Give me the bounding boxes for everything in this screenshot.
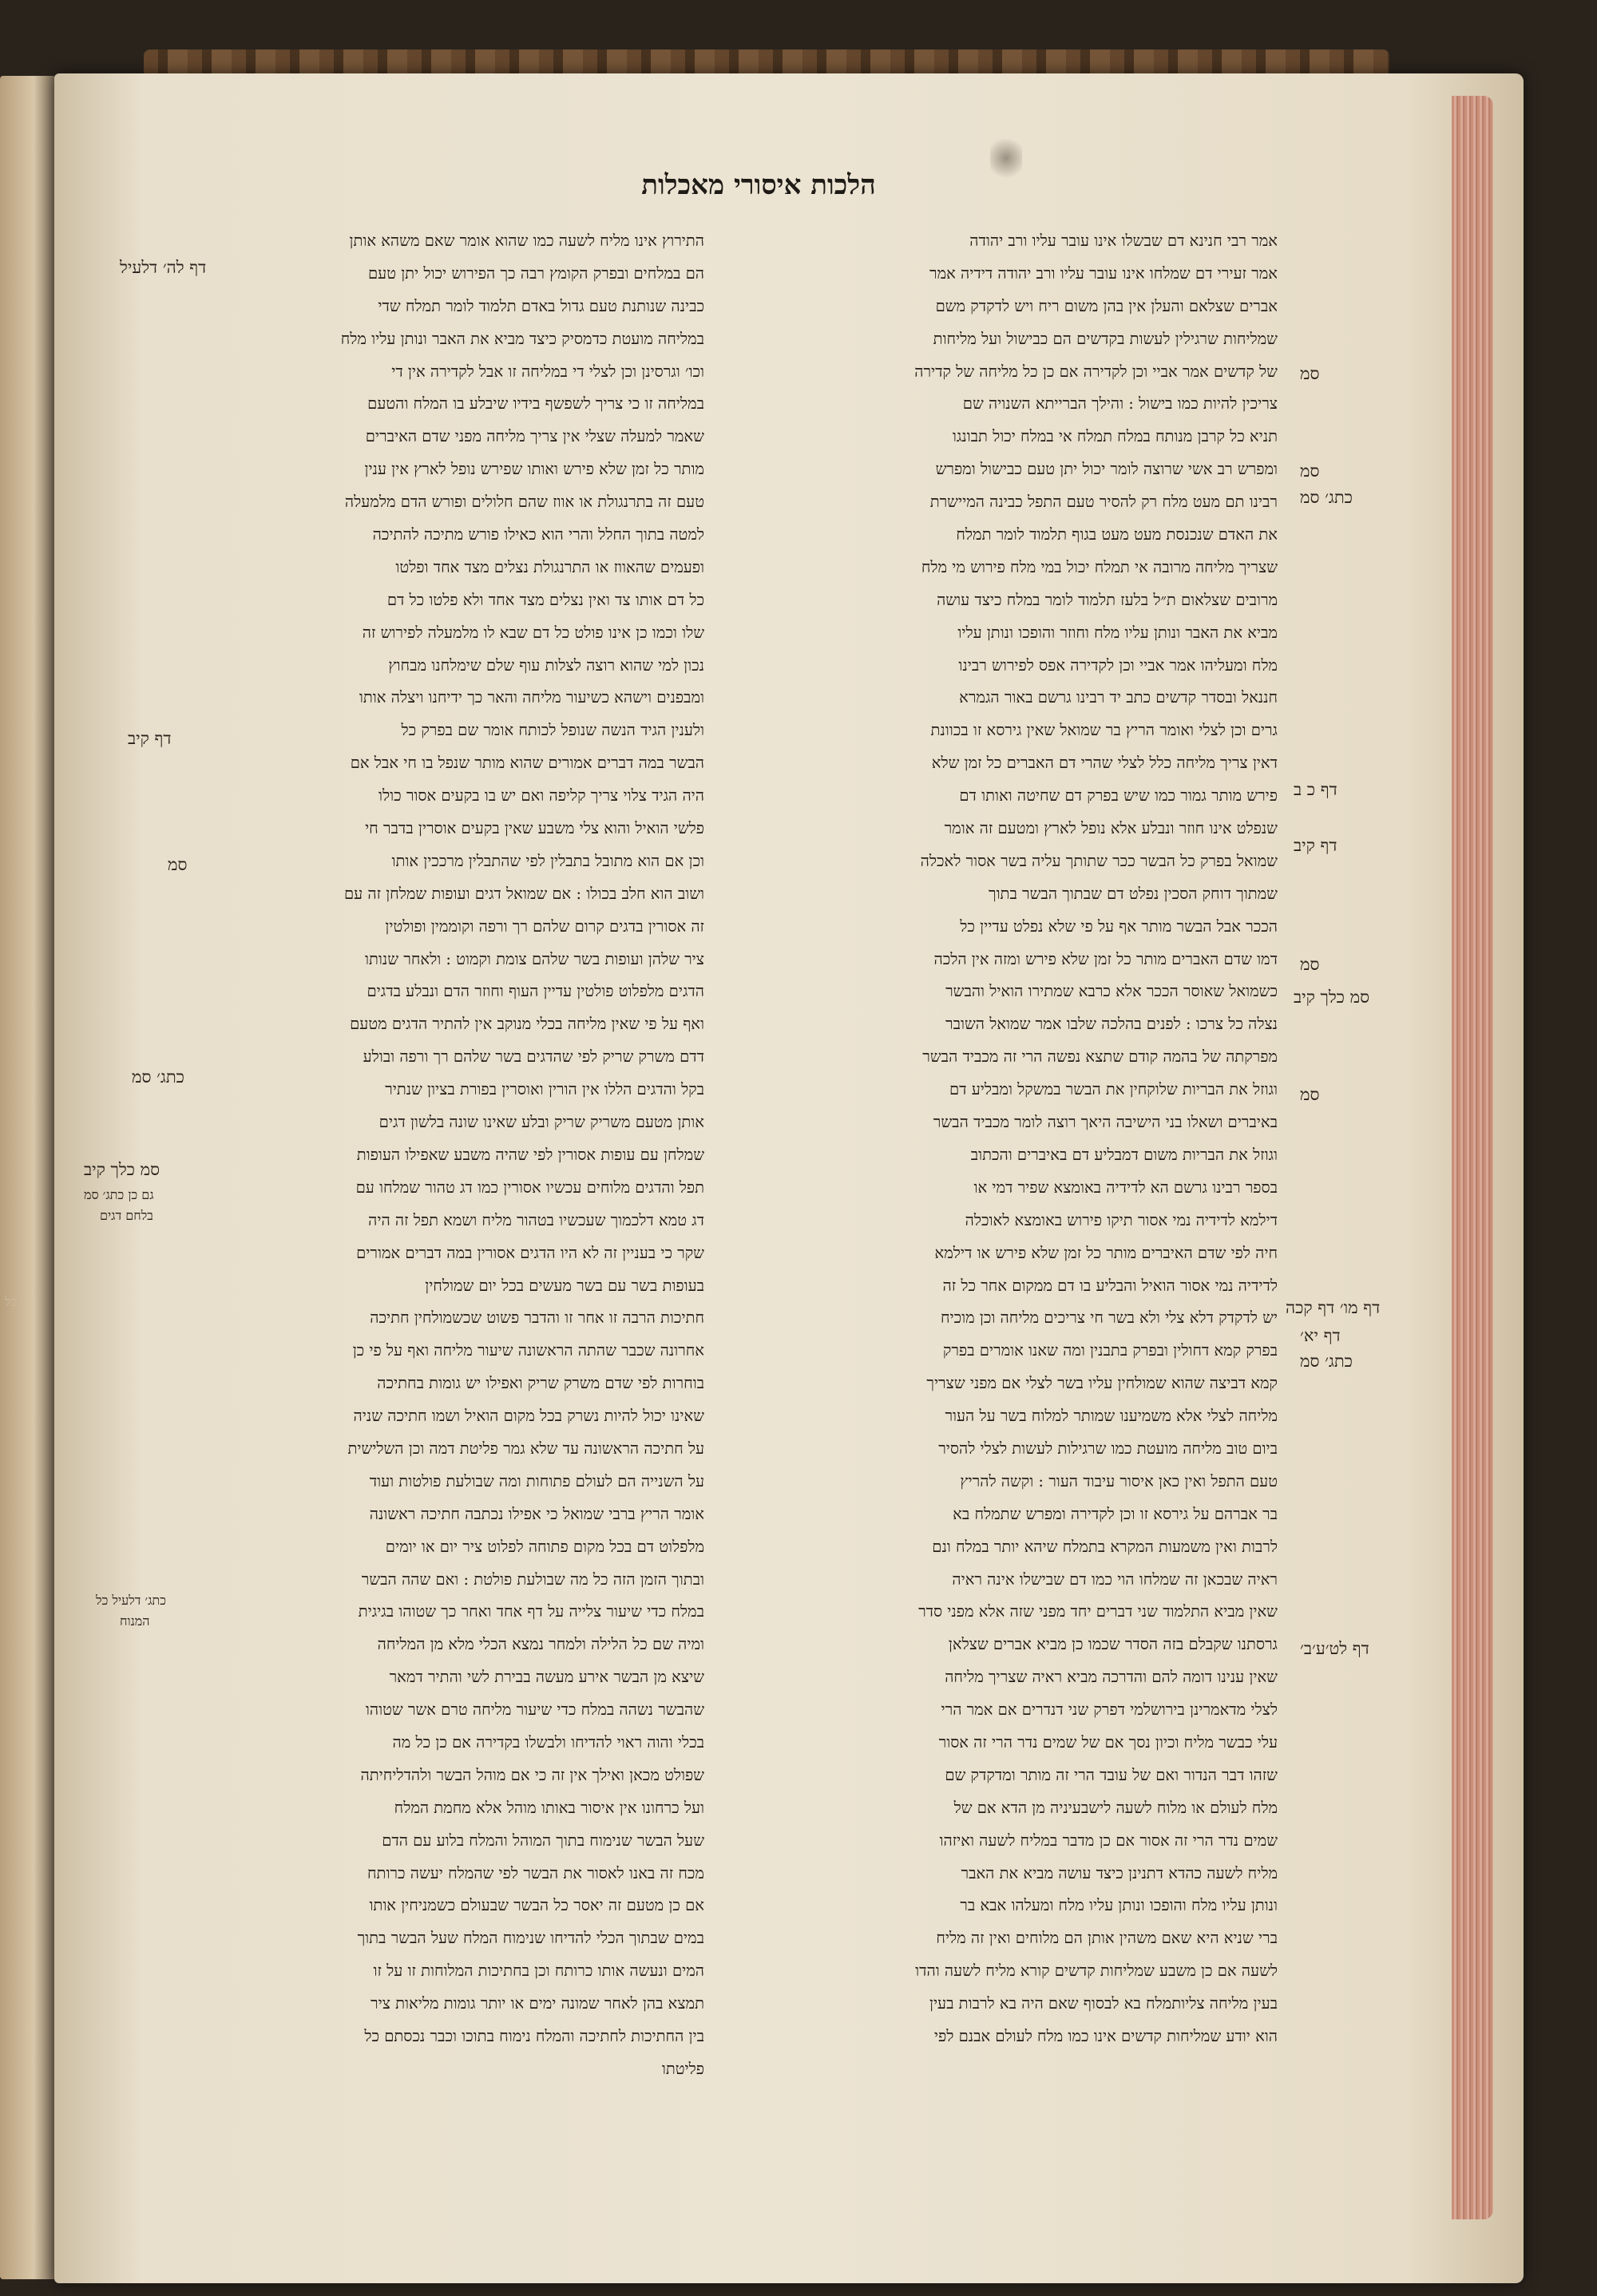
text-line: בין החתיכות לחתיכה והמלח נימוח בתוכו וכבר נכסתם כל: [364, 2026, 704, 2045]
text-line: אם כן מטעם זה יאסר כל הבשר שבעולם כשמניחין אותו: [369, 1896, 704, 1915]
text-line: הם במלחים ובפרק הקומץ רבה כך הפירוש יכול יתן טעם: [368, 263, 704, 283]
margin-note: כתג׳ סמ: [132, 1067, 184, 1087]
text-line: בספר רבינו גרשם הא לדידיה באומצא שפיר דמי או: [973, 1178, 1278, 1197]
text-line: ושוב הוא חלב בכולו : אם שמואל דגים ועופות שמלחן זה עם: [343, 884, 704, 903]
text-line: תניא כל קרבן מנותח במלח תמלח אי במלח יכול תבונגו: [952, 427, 1278, 446]
text-line: טעם התפל ואין כאן איסור עיבוד העור : וקשה להריץ: [960, 1471, 1278, 1490]
text-line: בר אברהם על גירסא זו וכן לקדירה ומפרש שתמלח בא: [953, 1504, 1278, 1523]
text-line: במליחה מועטת כדמסיק כיצד מביא את האבר ונותן עליו מלח: [340, 329, 704, 348]
margin-note: סמ: [1300, 461, 1320, 481]
text-line: ובתוך הזמן הזה כל מה שבולעת פולטת : ואם שהה הבשר: [361, 1570, 704, 1589]
margin-note: סמ: [1300, 1085, 1320, 1104]
right-text-column: [767, 225, 1278, 2045]
text-line: קמא דביצה שהוא שמולחין עליו בשר לצלי אם מפני שצריך: [926, 1374, 1278, 1393]
text-line: על השנייה הם לעולם פתוחות ומה שבולעת פולטות ועוד: [369, 1471, 704, 1490]
margin-note: גם כן כתג׳ סמ: [84, 1187, 154, 1202]
text-line: ולענין הגיד הנשה שנופל לכותח אומר שם בפרק כל: [401, 721, 704, 740]
left-text-column: [185, 225, 704, 2078]
text-line: שפולט מכאן ואילך אין זה כי אם מוהל הבשר ולהדליחיתה: [360, 1765, 704, 1784]
text-line: שזהו דבר הנדור ואם של עובד הרי זה מותר ומדקדק שם: [945, 1765, 1278, 1784]
text-line: כל דם אותו צד ואין נצלים מצד אחד ולא פלטו כל דם: [386, 590, 704, 609]
text-line: בוחרות לפי שדם משרק שריק ואפילו יש גומות בחתיכה: [377, 1374, 704, 1393]
text-line: שצריך מליחה מרובה אי תמלח יכול במי מלח פירוש מי מלח: [921, 557, 1278, 576]
text-line: בעופות בשר עם בשר מעשים בכל יום שמולחין: [425, 1276, 704, 1295]
text-line: שלו וכמו כן אינו פולט כל דם שבא לו מלמעלה לפירוש זה: [362, 623, 704, 642]
text-line: מלח לעולם או מלוח לשעה לישבעיניה מן הדא אם של: [953, 1798, 1278, 1817]
text-line: שמלחן עם עופות אסורין לפי שהיה משבע שאפילו העופות: [356, 1145, 704, 1164]
text-line: וגוזל את הבריות משום דמבליע דם באיברים והכתוב: [970, 1145, 1278, 1164]
text-line: מכח זה באנו לאסור את הבשר לפי שהמלח יעשה כרותח: [367, 1863, 704, 1882]
text-line: רבינו תם מעט מלח רק להסיר טעם התפל כבינה המיישרת: [929, 493, 1278, 512]
text-line: לדידיה נמי אסור הואיל והבליע בו דם ממקום אחר כל זה: [942, 1276, 1278, 1295]
text-line: שאמר למעלה שצלי אין צריך מליחה מפני שדם האיברים: [365, 427, 704, 446]
text-line: בקל והדגים הללו אין הורין ואוסרין בפורת בציון שנתיר: [385, 1080, 704, 1099]
text-line: דאין צריך מליחה כלל לצלי שהרי דם האברים כל זמן שלא: [931, 754, 1278, 773]
margin-note: דף יא׳: [1300, 1326, 1341, 1345]
text-line: דג טמא דלכמוך שעכשיו בטהור מליח ושמא תפל זה היה: [368, 1210, 704, 1229]
text-line: מביא את האבר ונותן עליו מלח וחוזר והופכו ונותן עליו: [957, 623, 1278, 642]
text-line: וכו׳ וגרסינן וכן לצלי די במליחה זו אבל לקדירה אין די: [391, 362, 704, 381]
margin-note: כתג׳ דלעיל כל: [96, 1593, 166, 1608]
margin-note: דף כ ב: [1294, 780, 1337, 799]
text-line: בכלי והוה ראוי להדיחו ולבשלו בקדירה אם כן כל מה: [392, 1732, 704, 1752]
text-line: שאין ענינו דומה להם והדרכה מביא ראיה שצריך מליחה: [945, 1668, 1278, 1687]
text-line: את האדם שנכנסת מעט מעט בגוף תלמוד לומר תמלח: [956, 525, 1278, 544]
text-line: דילמא לדידיה נמי אסור תיקו פירוש באומצא לאוכלה: [965, 1210, 1278, 1229]
text-line: חיה לפי שדם האיברים מותר כל זמן שלא פירש או דילמא: [934, 1243, 1278, 1262]
text-line: ועל כרחונו אין איסור באותו מוהל אלא מחמת המלח: [394, 1798, 704, 1817]
text-line: שאינו יכול להיות נשרק בכל מקום הואיל ושמו חתיכה שניה: [353, 1407, 704, 1426]
text-line: על חתיכה הראשונה עד שלא גמר פליטת דמה וכן השלישית: [347, 1439, 704, 1458]
text-line: שעל הבשר שנימוח בתוך המוהל והמלח בלוע עם הדם: [382, 1831, 704, 1850]
text-line: שקר כי בעניין זה לא היו הדגים אסורין במה דברים אמורים: [356, 1243, 704, 1262]
text-line: ופעמים שהאווז או התרנגולת נצלים מצד אחד ופלטו: [395, 557, 704, 576]
text-line: זה אסורין בדגים קרום שלהם רך ורפה וקוממין ופולטין: [385, 916, 704, 936]
text-line: באיברים ושאלו בני הישיבה היאך רוצה לומר מכביד הבשר: [933, 1113, 1278, 1132]
margin-note: דף קיב: [1294, 836, 1337, 855]
margin-note: בלחם דגים: [100, 1208, 153, 1223]
margin-note: סמ כלך קיב: [1294, 988, 1370, 1007]
text-line: נכון למי שהוא רוצה לצלות עוף שלם שימלחנו מבחוץ: [388, 655, 704, 675]
text-line: מליח לשעה כהדא דתנינן כיצד עושה מביא את האבר: [961, 1863, 1278, 1882]
text-line: גרים וכן לצלי ואומר הריץ בר שמואל שאין גירסא זו בכוונת: [930, 721, 1278, 740]
text-line: שנפלט אינו חוזר ונבלע אלא נופל לארץ ומטעם זה אומר: [944, 819, 1278, 838]
text-line: ומבפנים וישהא כשיעור מליחה והאר כך ידיחנו ויצלה אותו: [359, 688, 704, 707]
text-line: תמצא בהן לאחר שמונה ימים או יותר גומות מליאות ציר: [371, 1994, 704, 2013]
margin-note: כתג׳ סמ: [1300, 1352, 1353, 1371]
text-line: חתיכות הרבה זו אחר זו והדבר פשוט שכשמולחין חתיכה: [370, 1308, 704, 1328]
text-line: ונותן עליו מלח והופכו ונותן עליו מלח ומעלהו אבא בר: [960, 1896, 1278, 1915]
text-line: מרובים שצלאום ת״ל בלעז תלמוד לומר במלח כיצד עושה: [937, 590, 1278, 609]
text-line: ומפרש רב אשי שרוצה לומר יכול יתן טעם כבישול ומפרש: [935, 460, 1278, 479]
margin-note: דף מו׳ דף קכה: [1286, 1298, 1381, 1317]
previous-page-edge: [0, 76, 56, 2279]
text-line: ציר שלהן ועופות בשר שלהם צומת וקמוט : ולאחר שנותו: [365, 949, 704, 968]
text-line: פלשי הואיל והוא צלי משבע שאין בקעים אוסרין בדבר חי: [365, 819, 704, 838]
text-line: מותר כל זמן שלא פירש ואותו שפירש נופל לארץ אין ענין: [364, 460, 704, 479]
text-line: מלח ומעליהו אמר אביי וכן לקדירה אפס לפירוש רבינו: [958, 655, 1278, 675]
text-line: במלח כדי שיעור צלייה על דף אחד ואחר כך שטוהו בגיגית: [358, 1602, 704, 1621]
text-line: שמים נדר הרי זה אסור אם כן מדבר במליח לשעה ואיזהו: [939, 1831, 1278, 1850]
text-line: נצלה כל צרכו : לפנים בהלכה שלבו אמר שמואל השובר: [945, 1015, 1278, 1034]
text-line: שמואל בפרק כל הבשר ככר שתותך עליה בשר אסור לאכלה: [920, 851, 1278, 870]
margin-note: דף לט׳ע׳ב׳: [1300, 1639, 1369, 1658]
text-line: כשמואל שאוסר הככר אלא כרבא שמתירו הואיל והבשר: [945, 982, 1278, 1001]
text-line: שיצא מן הבשר אירע מעשה בבירת לשי והתיר דמאר: [389, 1668, 704, 1687]
text-line: אברים שצלאם והעלן אין בהן משום ריח ויש לדקדק משם: [935, 296, 1278, 315]
text-line: פירש מותר גמור כמו שיש בפרק דם שחיטה ואותו דם: [959, 786, 1278, 806]
text-line: ביום טוב מליחה מועטת כמו שרגילות לעשות לצלי להסיר: [938, 1439, 1278, 1458]
text-line: הבשר במה דברים אמורים שהוא מותר שנפל בו חי אבל אם: [350, 754, 704, 773]
text-line: ברי שניא היא שאם משהין אותן הם מלוחים ואין זה מליח: [936, 1929, 1278, 1948]
text-line: היה הגיד צלוי צריך קליפה ואם יש בו בקעים אסור כולו: [378, 786, 704, 806]
text-line: במליחה זו כי צריך לשפשף בידיו שיבלע בו המלח והטעם: [367, 394, 704, 414]
text-line: יש לדקדק דלא צלי ולא בשר חי צריכים מליחה וכן מוכיח: [940, 1308, 1278, 1328]
text-line: אומר הריץ ברבי שמואל כי אפילו נכתבה חתיכה ראשונה: [369, 1504, 704, 1523]
margin-note: סמ: [168, 855, 188, 874]
text-line: שמתוך דוחק הסכין נפלט דם שבתוך הבשר בתוך: [988, 884, 1278, 903]
text-line: ראיה שבכאן זה שמלחו הוי כמו דם שבישלו אינה ראיה: [952, 1570, 1278, 1589]
text-line: תפל והדגים מלוחים עכשיו אסורין כמו דג טהור שמלחו עם: [355, 1178, 704, 1197]
text-line: מליחה לצלי אלא משמיענו שמותר למלוח בשר על העור: [945, 1407, 1278, 1426]
text-line: למטה בתוך החלל והרי הוא כאילו פורש מתיכה להתיכה: [372, 525, 704, 544]
text-line: וגוזל את הבריות שלוקחין את הבשר במשקל ומבליע דם: [949, 1080, 1278, 1099]
text-line: הדגים מלפלוט פולטין עדיין העוף וחוזר הדם ונבלע בדגים: [367, 982, 704, 1001]
text-line: דמו שדם האברים מותר כל זמן שלא פירש ומזה אין הלכה: [933, 949, 1278, 968]
text-line: ואף על פי שאין מליחה בכלי מנוקב אין להתיר הדגים מטעם: [350, 1015, 704, 1034]
margin-note: סמ כלך קיב: [84, 1160, 160, 1179]
text-line: ומיה שם כל הלילה ולמחר נמצא הכלי מלא מן המליחה: [377, 1635, 704, 1654]
margin-note: סמ: [1300, 364, 1320, 383]
text-line: שאין מביא התלמוד שני דברים יחד מפני שזה אלא מפני סדר: [918, 1602, 1278, 1621]
text-line: שמליחות שרגילין לעשות בקדשים הם כבישול ועל מליחות: [933, 329, 1278, 348]
text-line: עלי כבשר מליח וכיון נסך אם של שמים נדר הרי זה אסור: [938, 1732, 1278, 1752]
text-line: גרסתנו שקבלם בזה הסדר שכמו כן מביא אברים שצלאן: [948, 1635, 1278, 1654]
margin-note: סמ: [1300, 955, 1320, 974]
text-line: בעין מליחה צליותמלח בא לבסוף שאם היה בא לרבות בעין: [929, 1994, 1278, 2013]
text-line: של קדשים אמר אביי וכן לקדירה אם כן כל מליחה של קדירה: [914, 362, 1278, 381]
text-line: אמר רבי חנינא דם שבשלו אינו עובר עליו ורב יהודה: [969, 232, 1278, 250]
text-line: צריכין להיות כמו בישול : והילך הברייתא השנויה שם: [962, 394, 1278, 414]
text-line: אחרונה שכבר שהתה הראשונה שיעור מליחה ואף על פי כן: [352, 1341, 704, 1360]
text-line: המים ונעשה אותו כרותח וכן בחתיכות המלוחות זו על זו: [373, 1961, 704, 1981]
margin-note: כתג׳ סמ: [1300, 488, 1353, 507]
text-line: מפרקתה של בהמה קודם שתצא נפשה הרי זה מכביד הבשר: [922, 1047, 1278, 1067]
margin-note: דף קיב: [128, 729, 172, 748]
text-line: חננאל ובסדר קדשים כתב יד רבינו גרשם באור הגמרא: [959, 688, 1278, 707]
ink-stain: [990, 134, 1022, 182]
text-line: במים שבתוך הכלי להדיחו שנימוח המלח שעל הבשר בתוך: [357, 1929, 704, 1948]
text-line: הוא יודע שמליחות קדשים אינו כמו מלח לעולם אבנם לפי: [933, 2026, 1278, 2045]
text-line: דדם משרק שריק לפי שהדגים בשר שלהם רך ורפה ובולע: [363, 1047, 704, 1067]
text-line: טעם זה בתרנגולת או אווז שהם חלולים ופורש הדם מלמעלה: [344, 493, 704, 512]
margin-note: דף לה׳ דלעיל: [120, 258, 207, 277]
margin-note: המנוח: [120, 1613, 150, 1629]
book-fore-edge: [1452, 96, 1493, 2219]
outer-margin-note: כל: [5, 1294, 18, 1309]
text-line: לרבות ואין משמעות המקרא בתמלח שיהא יותר במלח ונם: [932, 1537, 1278, 1556]
text-line: כבינה שנותנת טעם גדול באדם תלמוד לומר תמלח שדי: [378, 296, 704, 315]
text-line: מלפלוט דם בכל מקום פתוחה לפלוט ציר יום או יומים: [385, 1537, 704, 1556]
text-line: וכן אם הוא מתובל בתבלין לפי שהתבלין מרככין אותו: [391, 851, 704, 870]
text-line: בפרק קמא דחולין ובפרק בתבנין ומה שאנו אומרים בפרק: [942, 1341, 1278, 1360]
text-line: לצלי מדאמרינן בירושלמי דפרק שני דנדרים אם אמר הרי: [941, 1700, 1278, 1720]
text-line: התירוץ אינו מליח לשעה כמו שהוא אומר שאם משהא אותן: [349, 232, 704, 250]
text-line: פליטתו: [661, 2059, 704, 2078]
text-line: לשעה אם כן משבע שמליחות קדשים קורא מליח לשעה והדו: [915, 1961, 1278, 1981]
text-line: הככר אבל הבשר מותר אף על פי שלא נפלט עדיין כל: [960, 916, 1278, 936]
text-line: אמר זעירי דם שמלחו אינו עובר עליו ורב יהודה דידיה אמר: [929, 263, 1278, 283]
running-head: הלכות איסורי מאכלות: [641, 169, 876, 201]
text-line: אותן מטעם משריק שריק ובלע שאינו שונה בלשון דגים: [378, 1113, 704, 1132]
text-line: שהבשר נשהה במלח כדי שיעור מליחה טרם אשר שטוהו: [365, 1700, 704, 1720]
